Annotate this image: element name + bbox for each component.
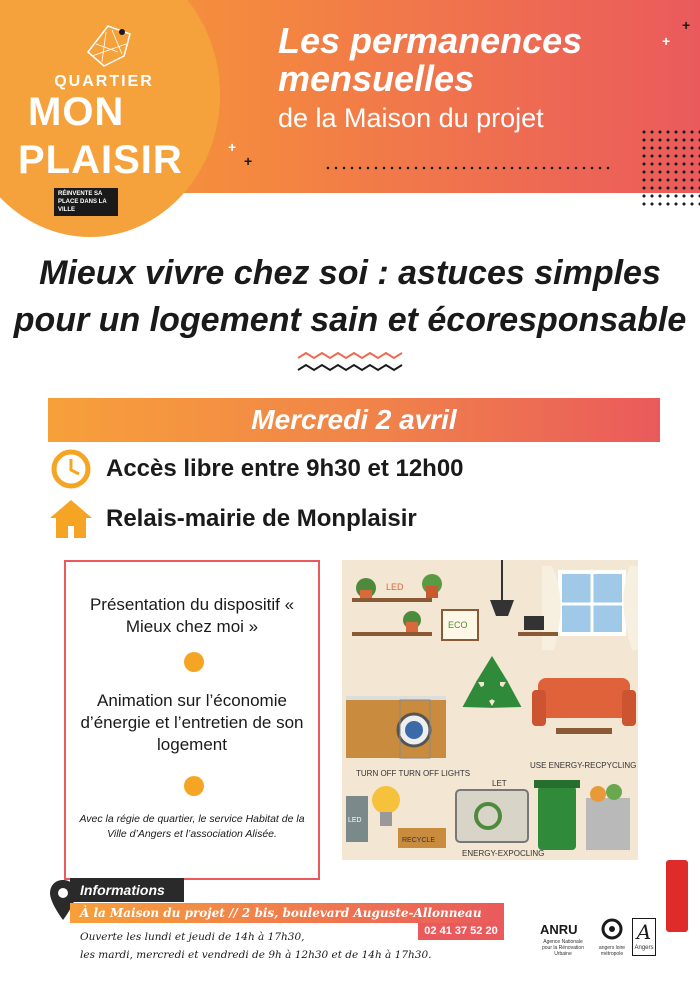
clock-icon: [48, 448, 94, 490]
illus-let-label: LET: [492, 779, 507, 788]
program-item-2: Animation sur l’économie d’énergie et l’entretien de son logement: [80, 691, 304, 754]
map-icon: [78, 22, 138, 70]
opening-hours: [80, 928, 431, 964]
illus-expocling-label: ENERGY-EXPOCLING: [462, 849, 545, 858]
program-box: [64, 560, 320, 880]
plus-decoration-icon: +: [244, 153, 253, 169]
main-title-line1: Mieux vivre chez soi : astuces simples: [39, 254, 661, 292]
alm-circle-icon: [601, 918, 623, 940]
dotted-line-decoration: [324, 166, 614, 170]
event-time: Accès libre entre 9h30 et 12h00: [106, 455, 464, 482]
bullet-dot: [184, 776, 204, 796]
logo-tagline: RÉINVENTE SA PLACE DANS LA VILLE: [54, 188, 118, 216]
alm-text: angers loire métropole: [598, 945, 626, 957]
illus-led-jar-label: LED: [348, 817, 362, 824]
illus-turnoff-label: TURN OFF TURN OFF LIGHTS: [356, 769, 471, 778]
header-title-line3: de la Maison du projet: [278, 103, 544, 133]
main-title-line2: pour un logement sain et écoresponsable: [13, 301, 687, 339]
angers-text: Angers: [634, 945, 654, 951]
angers-logo: [632, 918, 656, 956]
opening-hours-line2: les mardi, mercredi et vendredi de 9h à 12h30 et de 14h à 17h30.: [80, 949, 432, 961]
header-title-line1: Les permanences: [278, 20, 583, 61]
bullet-dot: [184, 652, 204, 672]
plus-decoration-icon: +: [682, 17, 691, 33]
address-bar: À la Maison du projet // 2 bis, boulevard Auguste-Allonneau: [70, 903, 504, 923]
eco-home-drawing: [342, 560, 638, 860]
opening-hours-line1: Ouverte les lundi et jeudi de 14h à 17h30,: [80, 931, 305, 943]
alm-logo: [592, 918, 632, 957]
illus-eco-label: ECO: [448, 620, 468, 630]
plus-decoration-icon: +: [662, 33, 671, 49]
anru-logo-text: ANRU: [540, 922, 578, 937]
information-label: Informations: [70, 878, 184, 902]
location-row: [48, 498, 417, 540]
logo-plaisir: PLAISIR: [18, 138, 183, 182]
anru-logo: [540, 922, 586, 957]
zigzag-decoration: [296, 352, 406, 376]
logo-quartier: QUARTIER: [54, 73, 154, 90]
plus-decoration-icon: +: [228, 139, 237, 155]
event-date: Mercredi 2 avril: [251, 404, 457, 435]
header-title: [278, 22, 582, 136]
illus-led-label: LED: [386, 582, 404, 592]
event-location: Relais-mairie de Monplaisir: [106, 505, 417, 532]
anru-subtitle: Agence Nationale pour la Rénovation Urbaine: [542, 939, 584, 957]
date-banner: [48, 398, 660, 442]
time-row: [48, 448, 464, 490]
logo-mon: MON: [28, 90, 125, 134]
illus-recycle-label: RECYCLE: [402, 837, 436, 844]
quartier-monplaisir-logo: [18, 18, 188, 218]
program-credits: Avec la régie de quartier, le service Habitat de la Ville d’Angers et l’association Alisée.: [79, 813, 305, 840]
angers-logo-letter: A: [636, 920, 652, 944]
house-icon: [48, 498, 94, 540]
program-item-1: Présentation du dispositif « Mieux chez moi »: [89, 595, 295, 636]
dot-grid-decoration: [640, 128, 700, 208]
header-title-line2: mensuelles: [278, 58, 475, 99]
phone-number: 02 41 37 52 20: [418, 923, 504, 940]
eco-home-illustration: [342, 560, 638, 860]
main-title: [0, 250, 700, 344]
illus-use-energy-label: USE ENERGY-RECPYCLING: [530, 761, 637, 770]
angers-red-badge: [666, 860, 688, 932]
